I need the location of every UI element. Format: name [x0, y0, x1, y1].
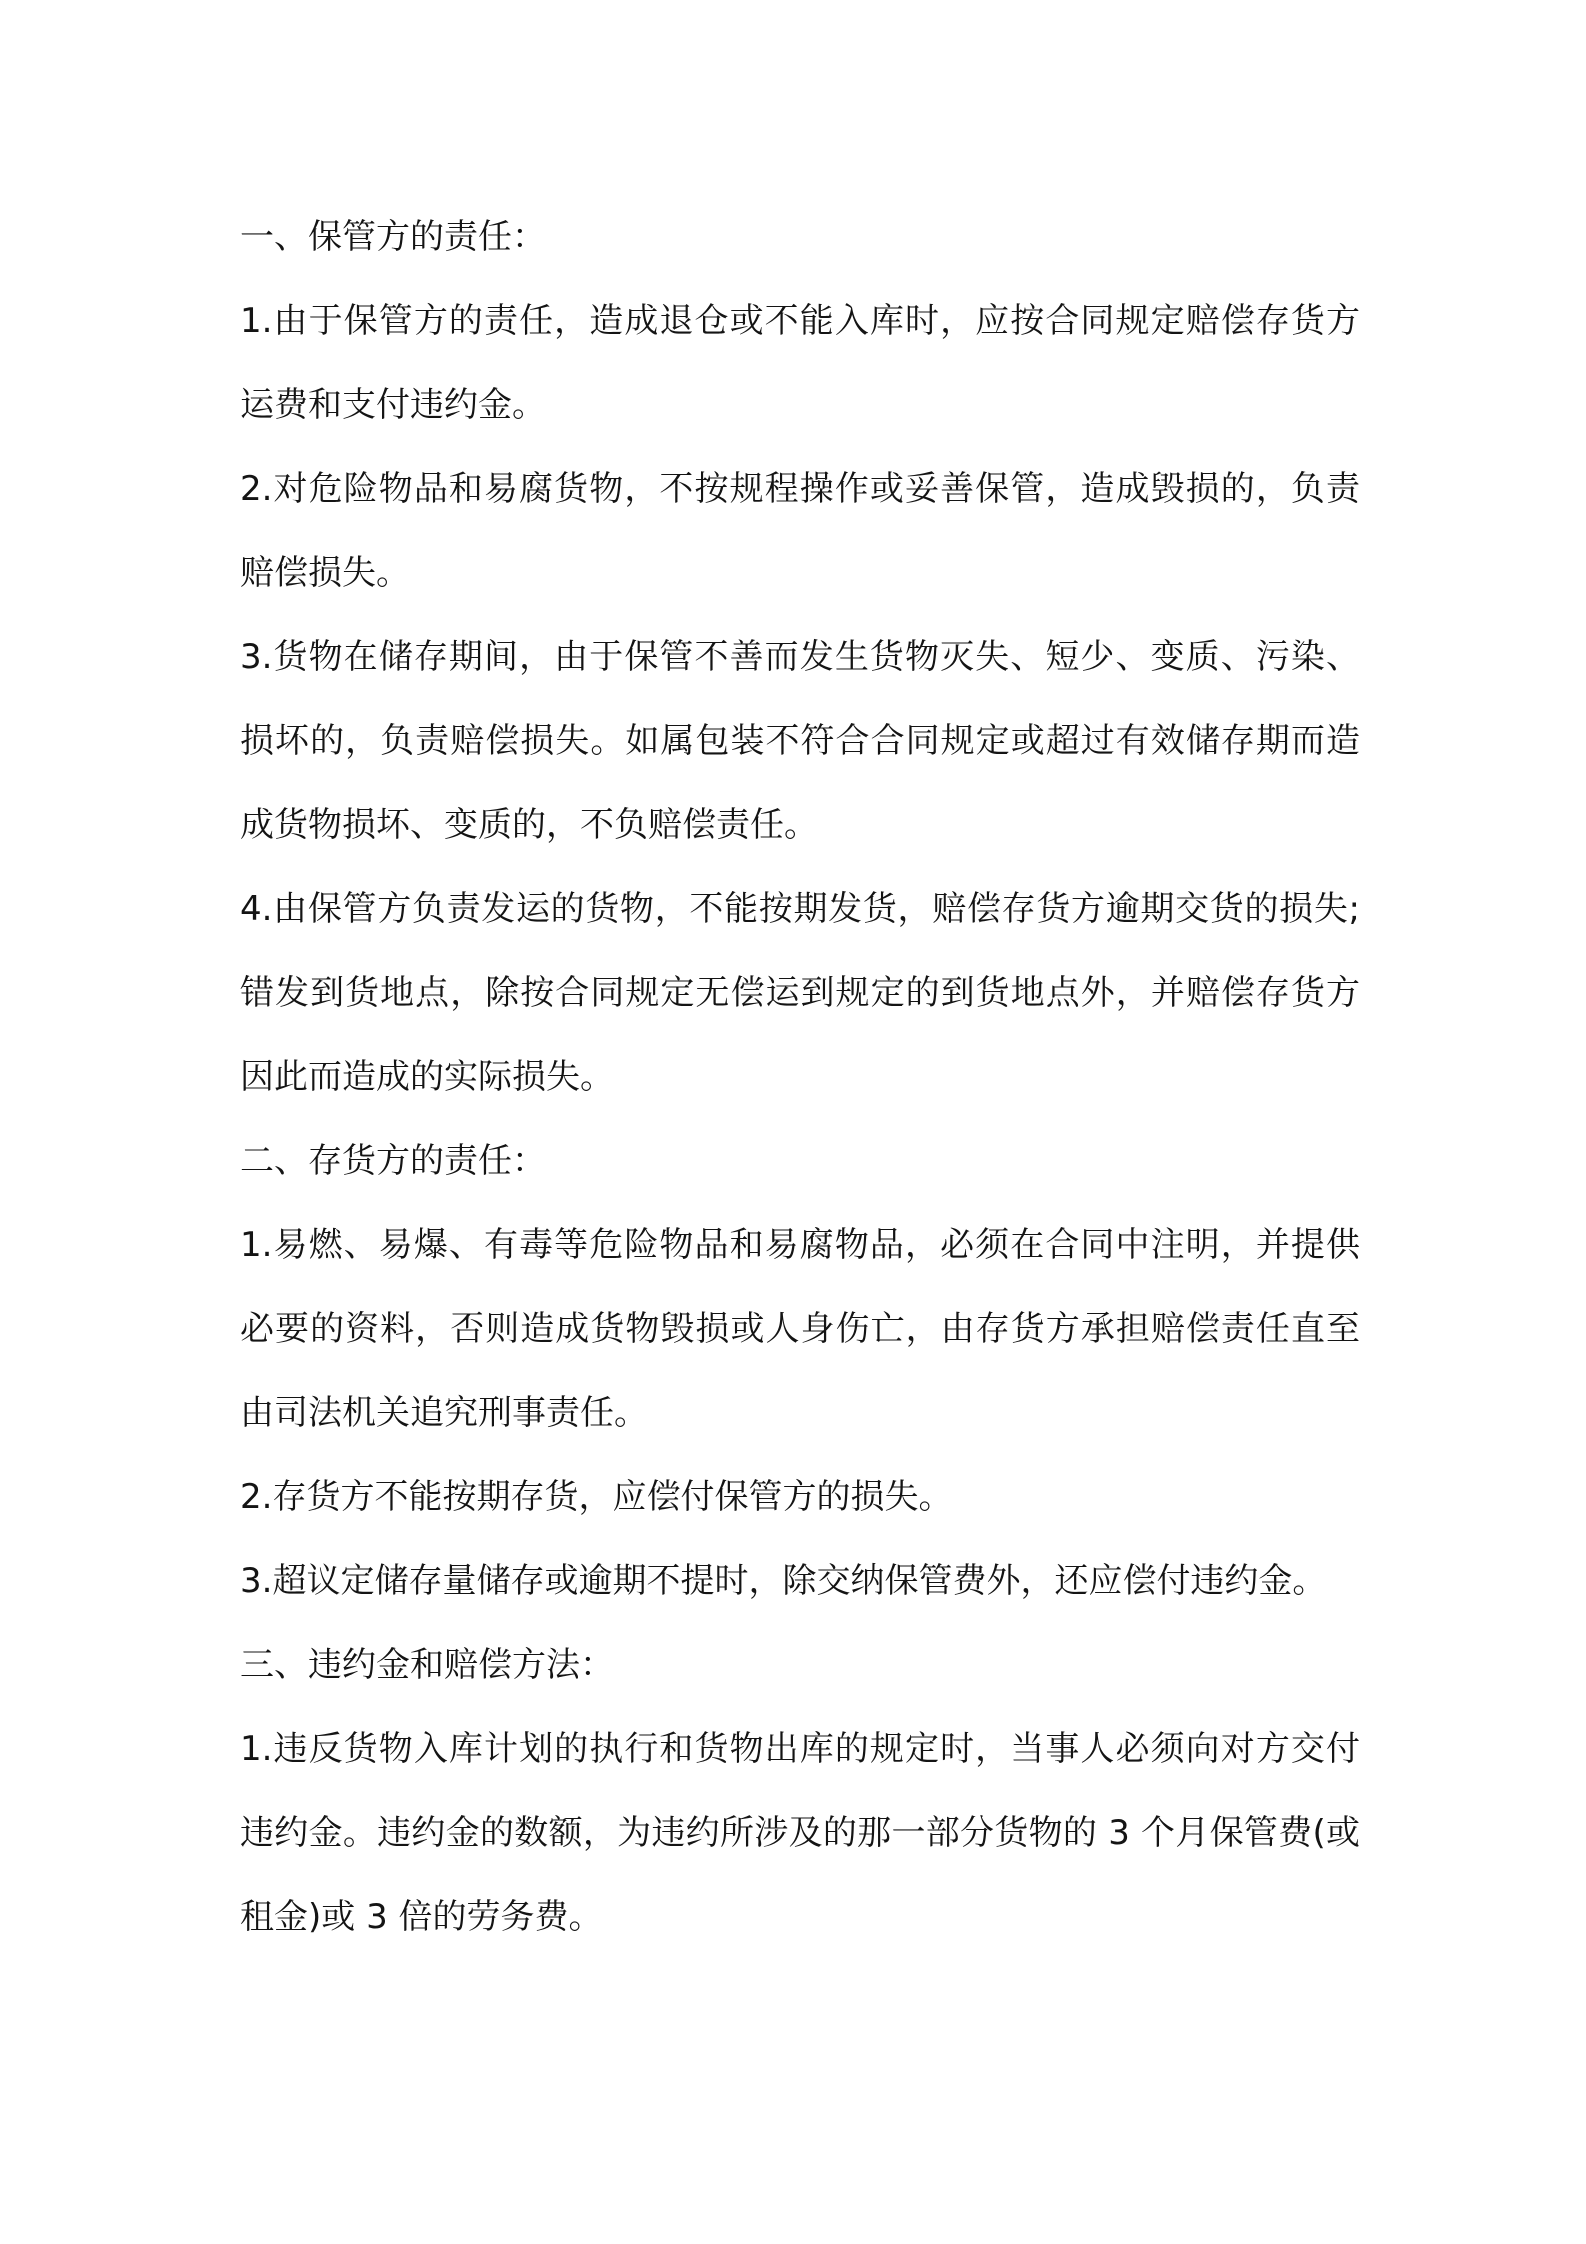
- section-heading: 一、保管方的责任：: [240, 217, 546, 257]
- section-paragraph: 1.易燃、易爆、有毒等危险物品和易腐物品，必须在合同中注明，并提供必要的资料，否则造成货物毁损或人身伤亡，由存货方承担赔偿责任直至由司法机关追究刑事责任。: [240, 1225, 1360, 1433]
- section-paragraph: 3.超议定储存量储存或逾期不提时，除交纳保管费外，还应偿付违约金。: [240, 1561, 1327, 1601]
- section-heading: 二、存货方的责任：: [240, 1141, 546, 1181]
- section-paragraph: 1.违反货物入库计划的执行和货物出库的规定时，当事人必须向对方交付违约金。违约金的数额，为违约所涉及的那一部分货物的 3 个月保管费(或租金)或 3 倍的劳务费。: [240, 1729, 1360, 1937]
- section-paragraph: 2.存货方不能按期存货，应偿付保管方的损失。: [240, 1477, 953, 1517]
- section-paragraph: 4.由保管方负责发运的货物，不能按期发货，赔偿存货方逾期交货的损失;错发到货地点，除按合同规定无偿运到规定的到货地点外，并赔偿存货方因此而造成的实际损失。: [240, 889, 1360, 1097]
- section-paragraph: 2.对危险物品和易腐货物，不按规程操作或妥善保管，造成毁损的，负责赔偿损失。: [240, 469, 1360, 593]
- section-paragraph: 1.由于保管方的责任，造成退仓或不能入库时，应按合同规定赔偿存货方运费和支付违约金。: [240, 301, 1360, 425]
- section-paragraph: 3.货物在储存期间，由于保管不善而发生货物灭失、短少、变质、污染、损坏的，负责赔偿损失。如属包装不符合合同规定或超过有效储存期而造成货物损坏、变质的，不负赔偿责任。: [240, 637, 1360, 845]
- section-heading: 三、违约金和赔偿方法：: [240, 1645, 614, 1685]
- document-body: [240, 195, 1360, 1959]
